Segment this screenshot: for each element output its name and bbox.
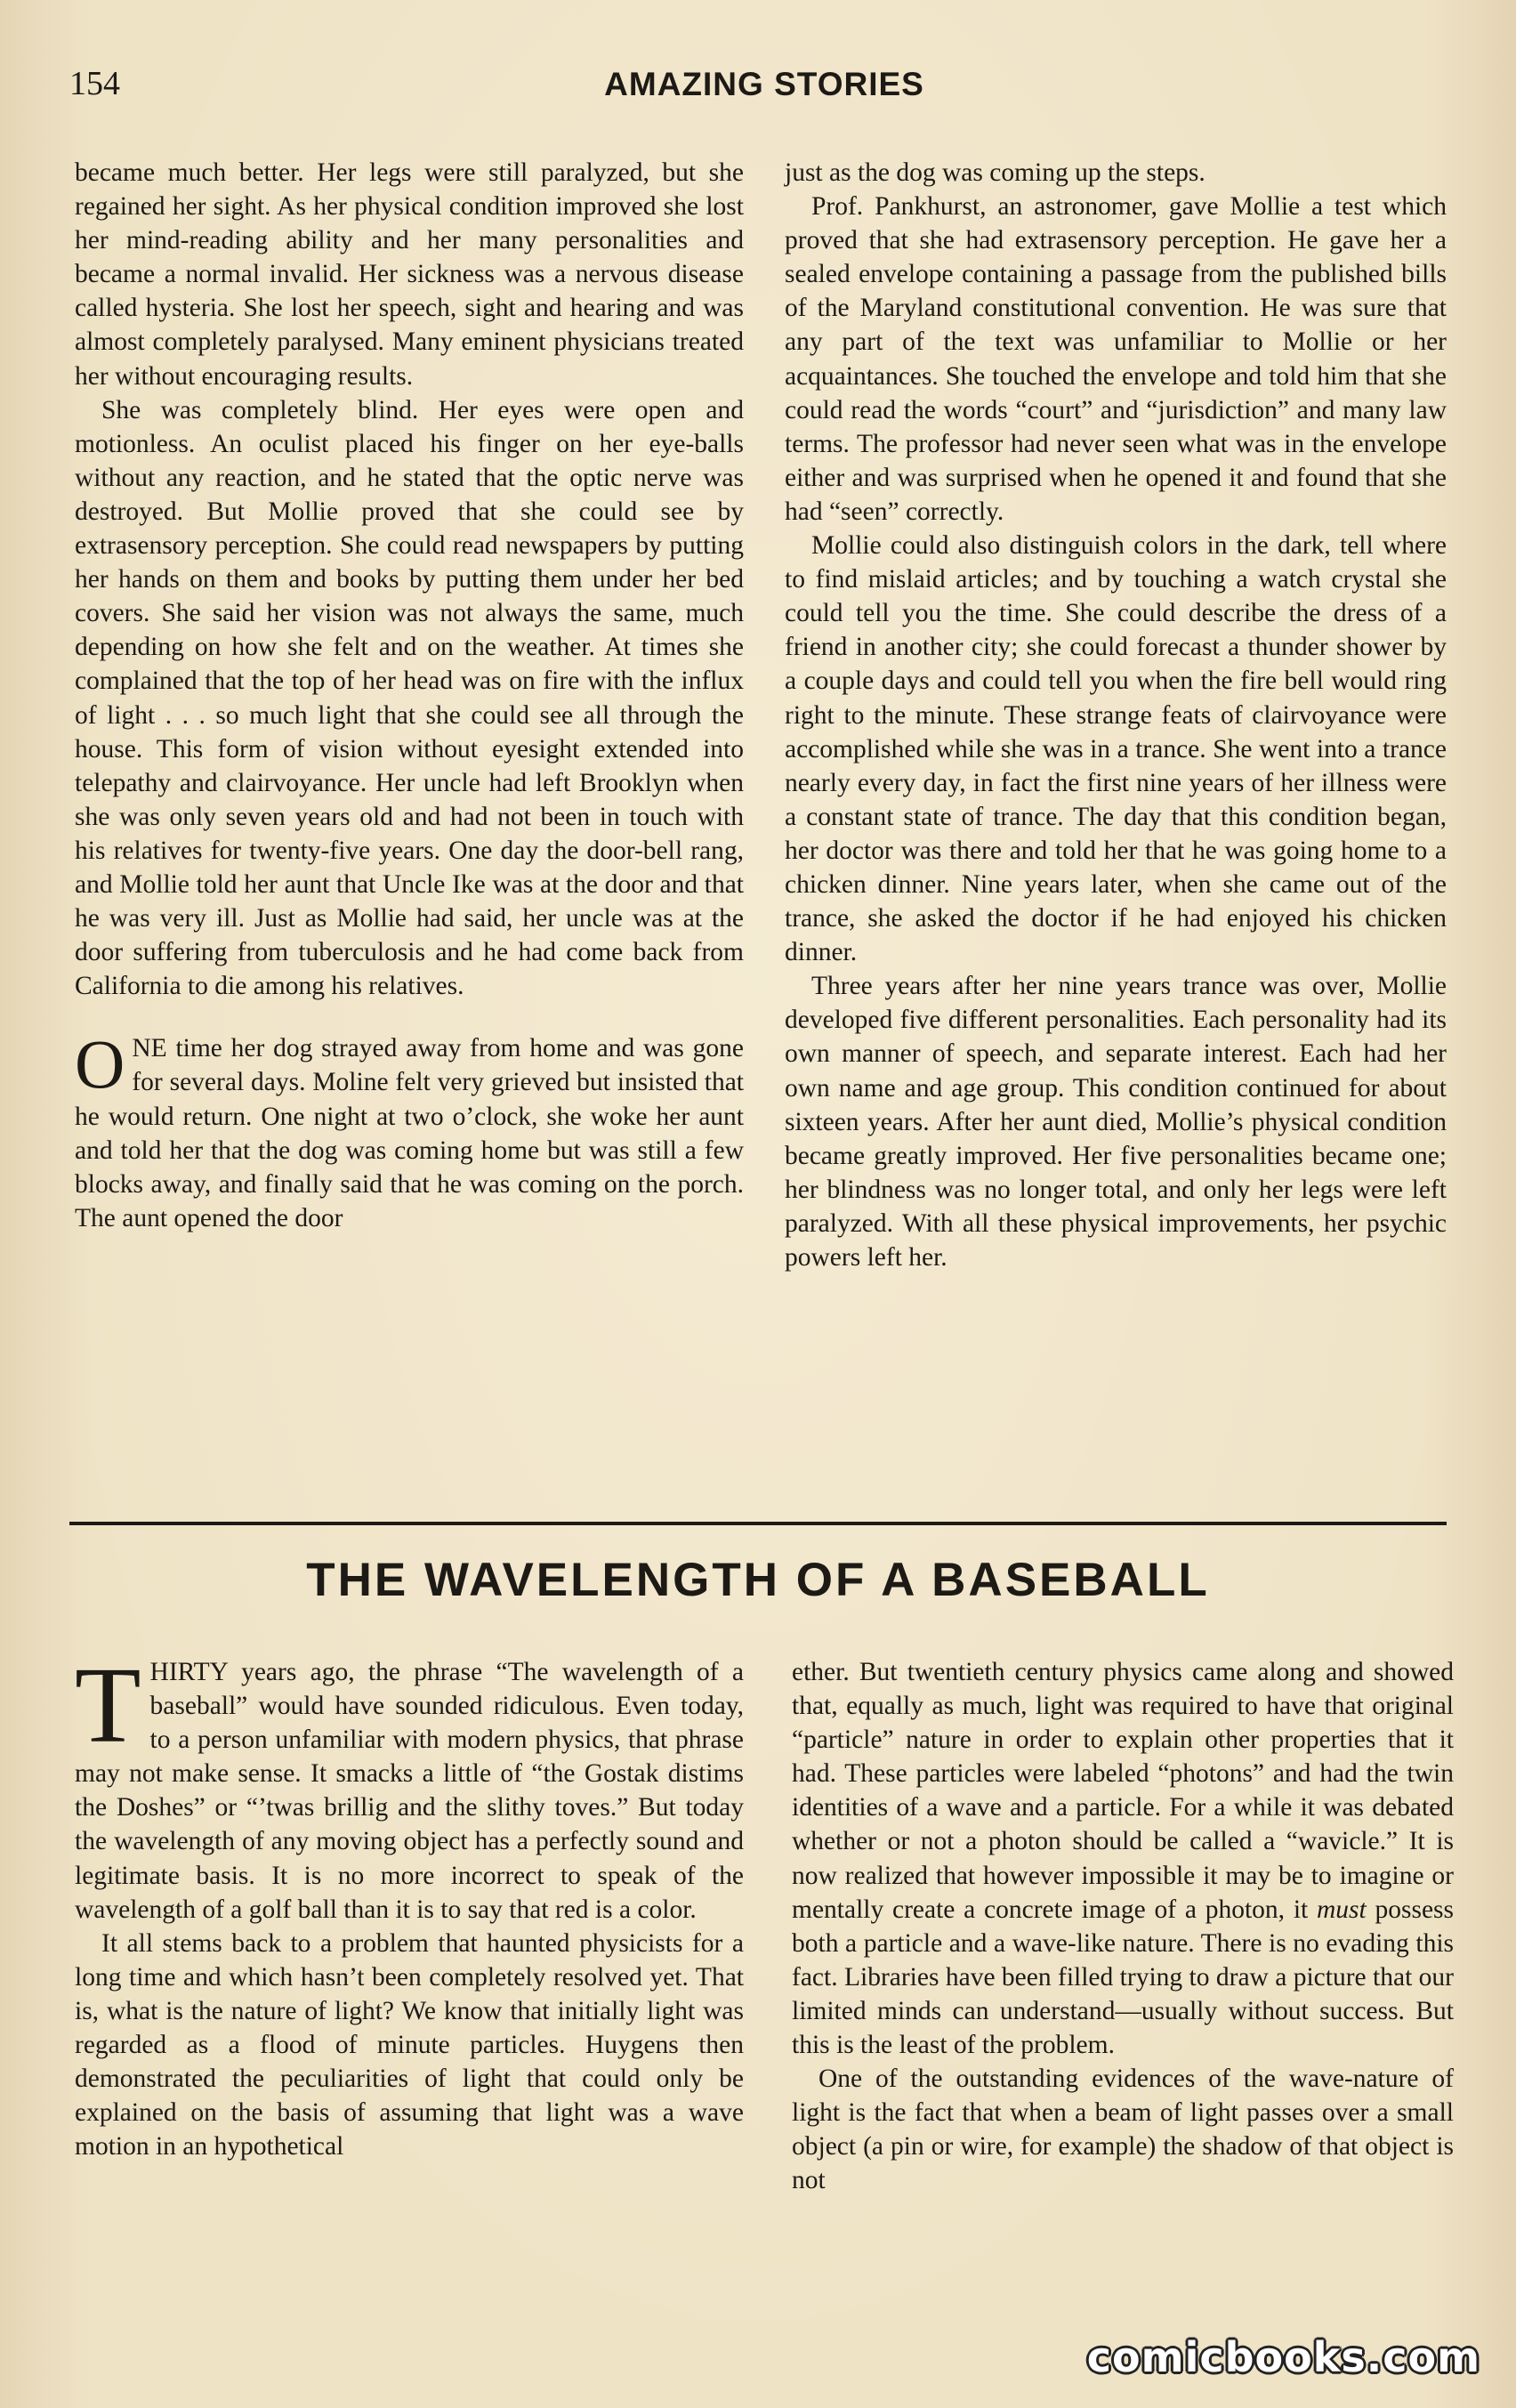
section-divider: [69, 1522, 1447, 1525]
paragraph-text: NE time her dog strayed away from home and was gone for several days. Moline felt very grieved but insisted that he would return. One night at two o’clock, she woke her aunt and told her that the dog was coming home but was still a few blocks away, and finally said that he was coming on the porch. The aunt opened the door: [75, 1034, 744, 1232]
upper-left-column: [75, 156, 744, 1235]
paragraph: [75, 1025, 744, 1235]
paragraph: Mollie could also distinguish colors in the dark, tell where to find mislaid articles; and by touching a watch crystal she could tell you the time. She could describe the dress of a friend in another city; she could forecast a thunder shower by a couple days and could tell you when the fire bell would ring right to the minute. These strange feats of clairvoyance were accomplished while she was in a trance. She went into a trance nearly every day, in fact the first nine years of her illness were a constant state of trance. The day that this condition began, her doctor was there and told her that he was going home to a chicken dinner. Nine years later, when she came out of the trance, she asked the doctor if he had enjoyed his chicken dinner.: [785, 531, 1447, 967]
paragraph: just as the dog was coming up the steps.: [785, 158, 1206, 187]
paragraph-text: possess both a particle and a wave-like nature. There is no evading this fact. Libraries have been filled trying to draw a picture that our limited minds can understand—usually without success. But this is the least of the problem.: [792, 1895, 1455, 2060]
paragraph: [75, 1645, 744, 1927]
running-head: AMAZING STORIES: [604, 66, 924, 102]
paragraph: One of the outstanding evidences of the wave-nature of light is the fact that when a beam of light passes over a small object (a pin or wire, for example) the shadow of that object is not: [792, 2065, 1454, 2195]
emphasis: must: [1316, 1895, 1367, 1924]
page-header: [69, 64, 1459, 117]
page-number: 154: [69, 65, 120, 102]
drop-cap: T: [75, 1645, 141, 1766]
article-left-column: [75, 1645, 744, 2163]
paragraph: She was completely blind. Her eyes were open and motionless. An oculist placed his finger on her eye-balls without any reaction, and he stated that the optic nerve was destroyed. But Mollie proved that she could see by extrasensory perception. She could read newspapers by putting her hands on them and books by putting them under her bed covers. She said her vision was not always the same, much depending on how she felt and on the weather. At times she complained that the top of her head was on fire with the influx of light . . . so much light that she could see all through the house. This form of vision without eyesight extended into telepathy and clairvoyance. Her uncle had left Brooklyn when she was only seven years old and had not been in touch with his relatives for twenty-five years. One day the door-bell rang, and Mollie told her aunt that Uncle Ike was at the door and that he was very ill. Just as Mollie had said, her uncle was at the door suffering from tuberculosis and he had come back from California to die among his relatives.: [75, 395, 744, 1001]
article-right-column: [792, 1655, 1454, 2198]
paragraph: Prof. Pankhurst, an astronomer, gave Mollie a test which proved that she had extrasensory perception. He gave her a sealed envelope containing a passage from the published bills of the Maryland constitutional convention. He was sure that any part of the text was unfamiliar to Mollie or her acquaintances. She touched the envelope and told him that she could read the words “court” and “jurisdiction” and many law terms. The professor had never seen what was in the envelope either and was surprised when he opened it and found that she had “seen” correctly.: [785, 192, 1447, 526]
drop-cap: O: [75, 1025, 125, 1103]
paragraph: Three years after her nine years trance was over, Mollie developed five different personalities. Each personality had its own manner of speech, and separate interest. Each had her own name and age group. This condition continued for about sixteen years. After her aunt died, Mollie’s physical condition became greatly improved. Her five personalities became one; her blindness was no longer total, and only her legs were left paralyzed. With all these physical improvements, her psychic powers left her.: [785, 972, 1447, 1272]
paragraph: became much better. Her legs were still paralyzed, but she regained her sight. As her physical condition improved she lost her mind-reading ability and her many personalities and became a normal invalid. Her sickness was a nervous disease called hysteria. She lost her speech, sight and hearing and was almost completely paralysed. Many eminent physicians treated her without encouraging results.: [75, 158, 744, 391]
article-title: THE WAVELENGTH OF A BASEBALL: [306, 1554, 1210, 1606]
upper-right-column: [785, 156, 1447, 1274]
paragraph: It all stems back to a problem that haunted physicists for a long time and which hasn’t been completely resolved yet. That is, what is the nature of light? We know that initially light was regarded as a flood of minute particles. Huygens then demonstrated the peculiarities of light that could only be explained on the basis of assuming that light was a wave motion in an hypothetical: [75, 1928, 744, 2162]
paragraph: [792, 1655, 1454, 2062]
paragraph-text: HIRTY years ago, the phrase “The wavelength of a baseball” would have sounded ridiculous. Even today, to a person unfamiliar with modern physics, that phrase may not make sense. It smacks a little of “the Gostak distims the Doshes” or “’twas brillig and the slithy toves.” But today the wavelength of any moving object has a perfectly sound and legitimate basis. It is no more incorrect to speak of the wavelength of a golf ball than it is to say that red is a color.: [75, 1658, 744, 1924]
paragraph-text: ether. But twentieth century physics came along and showed that, equally as much, light was required to have that original “particle” nature in order to explain other properties that it had. These particles were labeled “photons” and had the twin identities of a wave and a particle. For a while it was debated whether or not a photon should be called a “wavicle.” It is now realized that however impossible it may be to imagine or mentally create a concrete image of a photon, it: [792, 1658, 1454, 1924]
source-watermark: comicbooks.com: [1086, 2333, 1480, 2381]
